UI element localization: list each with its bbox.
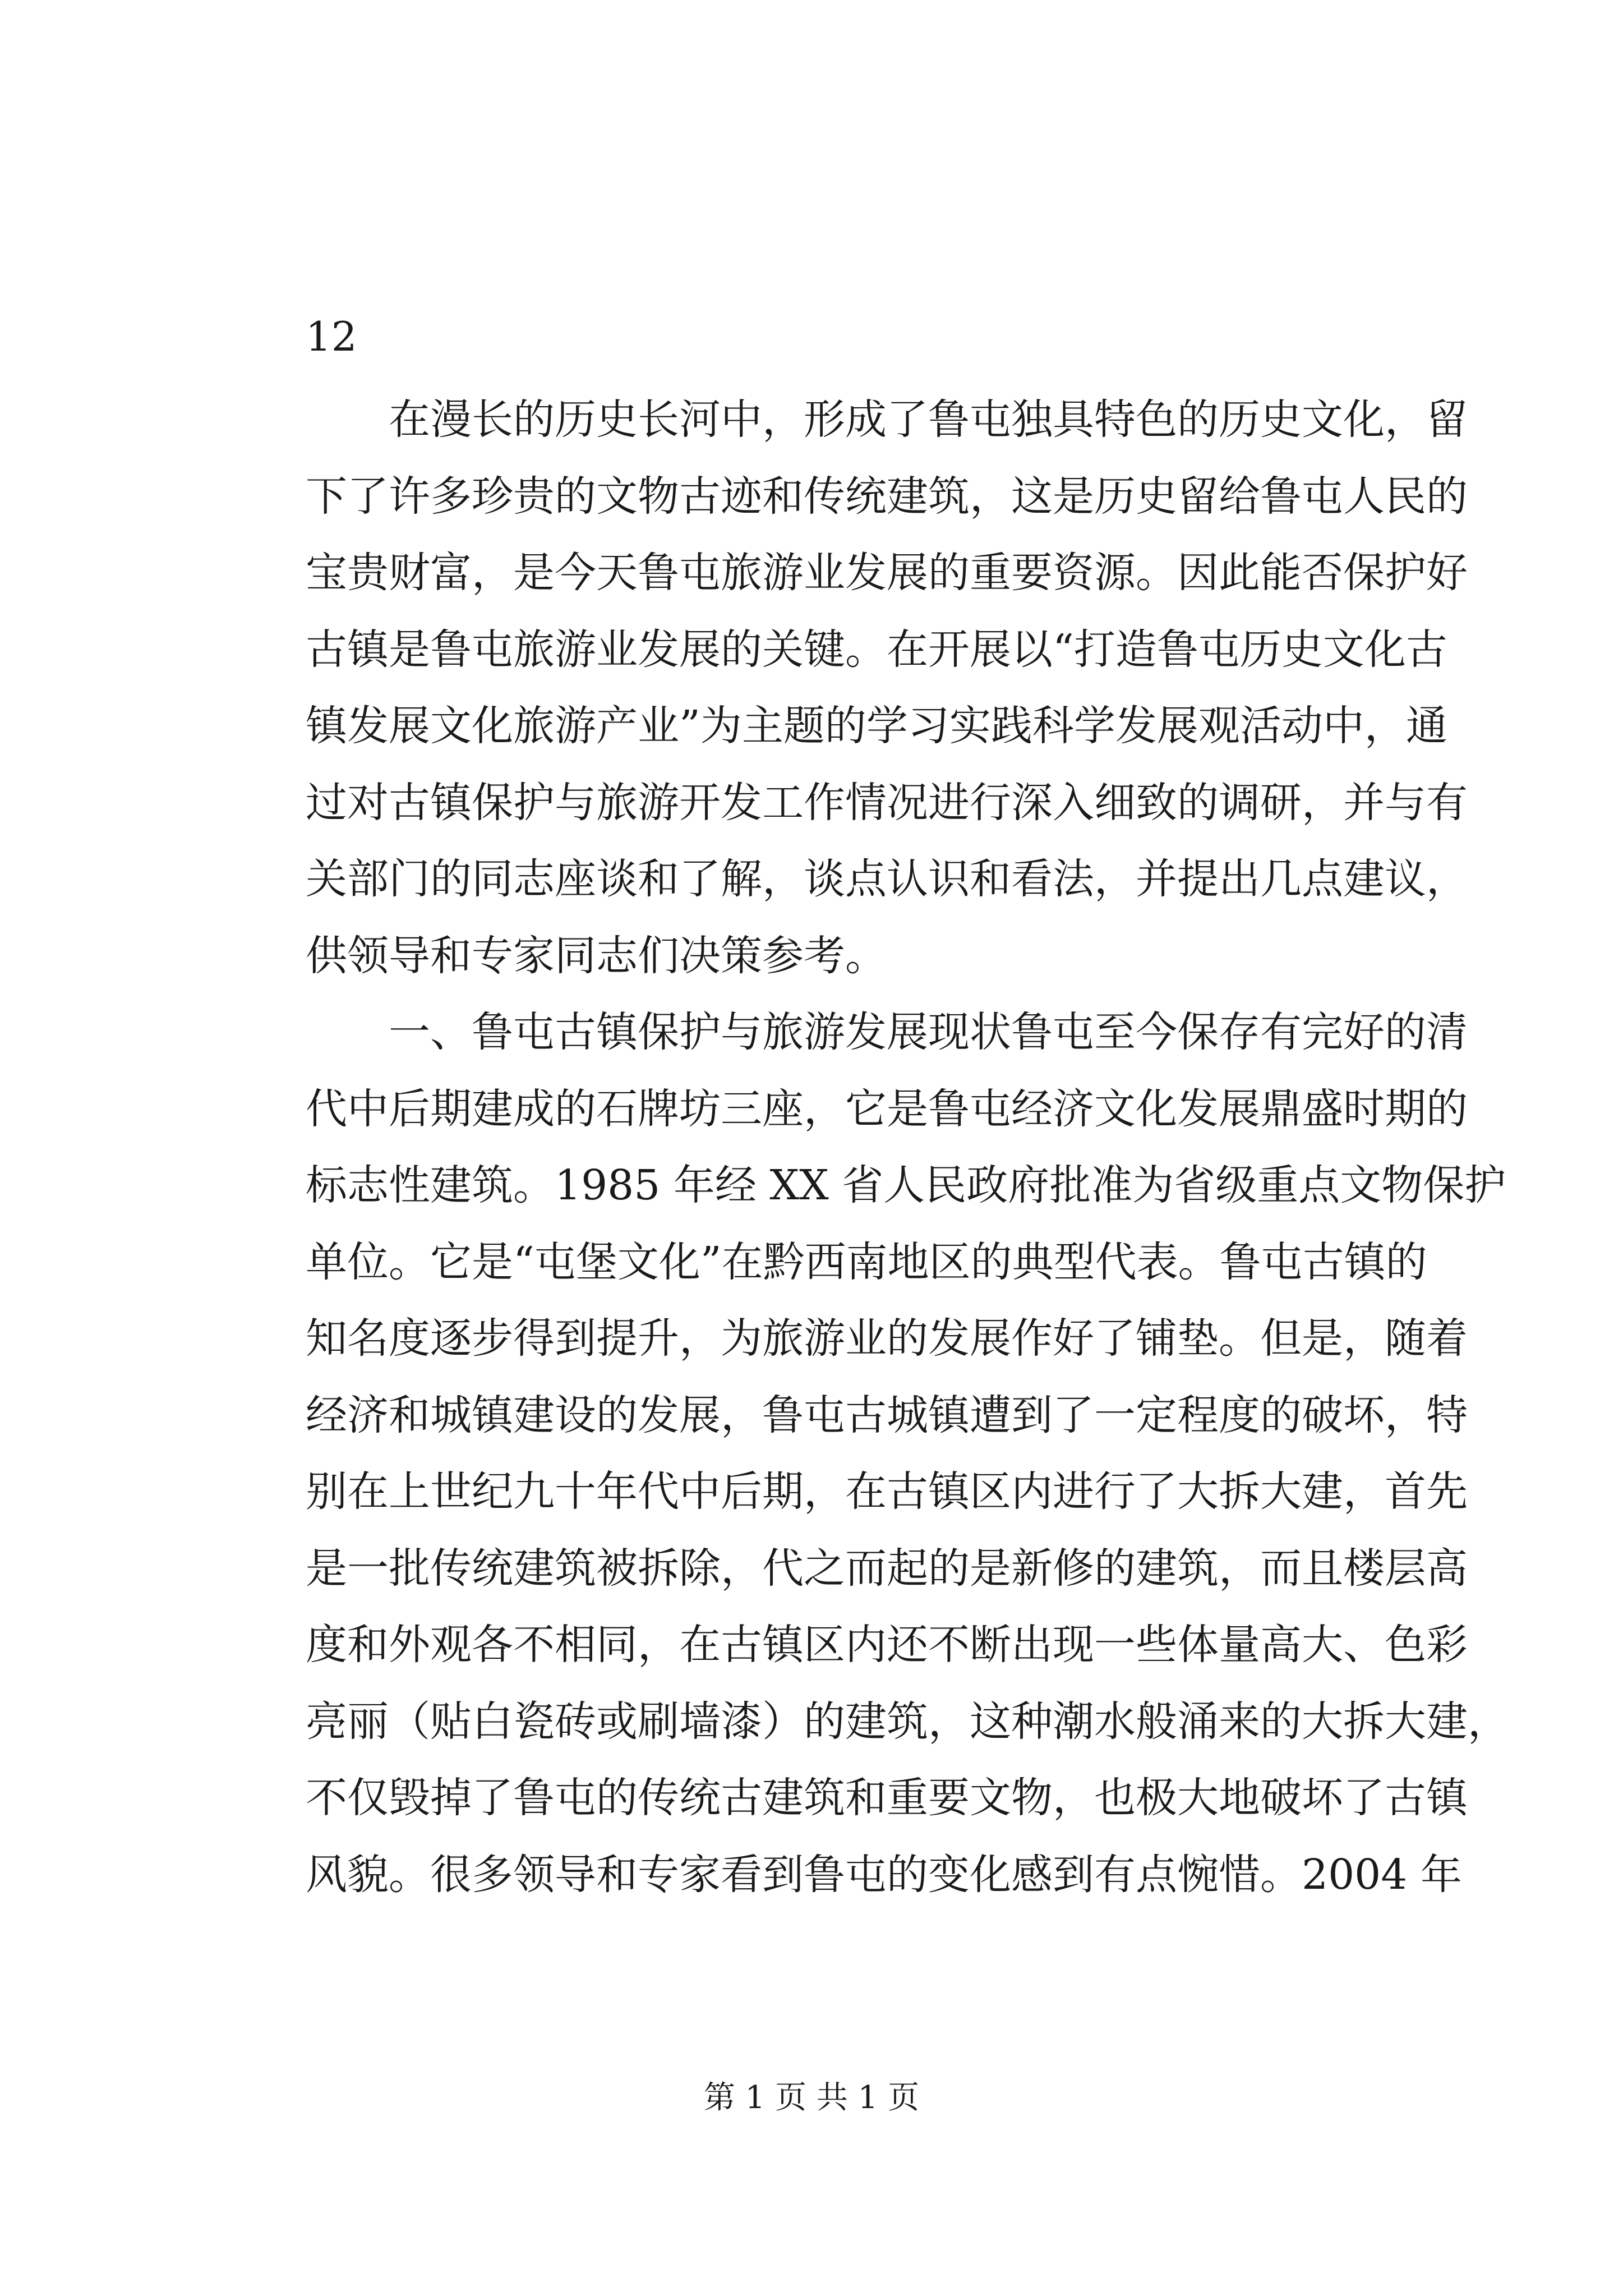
paragraph-line: 古镇是鲁屯旅游业发展的关键。在开展以“打造鲁屯历史文化古 bbox=[306, 625, 1447, 674]
paragraph-line: 宝贵财富，是今天鲁屯旅游业发展的重要资源。因此能否保护好 bbox=[306, 549, 1468, 597]
paragraph-line: 知名度逐步得到提升，为旅游业的发展作好了铺垫。但是，随着 bbox=[306, 1314, 1468, 1363]
paragraph-line: 下了许多珍贵的文物古迹和传统建筑，这是历史留给鲁屯人民的 bbox=[306, 472, 1468, 521]
paragraph-line: 供领导和专家同志们决策参考。 bbox=[306, 931, 887, 980]
page-footer: 第 1 页 共 1 页 bbox=[703, 2079, 920, 2116]
paragraph-line: 度和外观各不相同，在古镇区内还不断出现一些体量高大、色彩 bbox=[306, 1621, 1468, 1669]
paragraph-line: 亮丽（贴白瓷砖或刷墙漆）的建筑，这种潮水般涌来的大拆大建， bbox=[306, 1697, 1509, 1746]
paragraph-line: 过对古镇保护与旅游开发工作情况进行深入细致的调研，并与有 bbox=[306, 778, 1468, 827]
paragraph-line: 标志性建筑。1985 年经 XX 省人民政府批准为省级重点文物保护 bbox=[306, 1161, 1506, 1209]
paragraph-line: 经济和城镇建设的发展，鲁屯古城镇遭到了一定程度的破坏，特 bbox=[306, 1391, 1468, 1439]
paragraph-line: 在漫长的历史长河中，形成了鲁屯独具特色的历史文化，留 bbox=[389, 395, 1468, 444]
body-text bbox=[306, 381, 1509, 1913]
paragraph-line: 不仅毁掉了鲁屯的传统古建筑和重要文物，也极大地破坏了古镇 bbox=[306, 1774, 1468, 1822]
paragraph-2 bbox=[306, 994, 1509, 1913]
paragraph-line: 代中后期建成的石牌坊三座，它是鲁屯经济文化发展鼎盛时期的 bbox=[306, 1084, 1468, 1133]
paragraph-line: 别在上世纪九十年代中后期，在古镇区内进行了大拆大建，首先 bbox=[306, 1467, 1468, 1516]
paragraph-line: 镇发展文化旅游产业”为主题的学习实践科学发展观活动中，通 bbox=[306, 702, 1447, 750]
paragraph-line: 是一批传统建筑被拆除，代之而起的是新修的建筑，而且楼层高 bbox=[306, 1544, 1468, 1593]
paragraph-line: 单位。它是“屯堡文化”在黔西南地区的典型代表。鲁屯古镇的 bbox=[306, 1237, 1427, 1286]
paragraph-line: 风貌。很多领导和专家看到鲁屯的变化感到有点惋惜。2004 年 bbox=[306, 1850, 1462, 1899]
paragraph-line: 关部门的同志座谈和了解，谈点认识和看法，并提出几点建议， bbox=[306, 855, 1468, 903]
page-heading-number: 12 bbox=[306, 313, 357, 360]
paragraph-line: 一、鲁屯古镇保护与旅游发展现状鲁屯至今保存有完好的清 bbox=[389, 1008, 1468, 1056]
paragraph-1 bbox=[306, 381, 1468, 994]
